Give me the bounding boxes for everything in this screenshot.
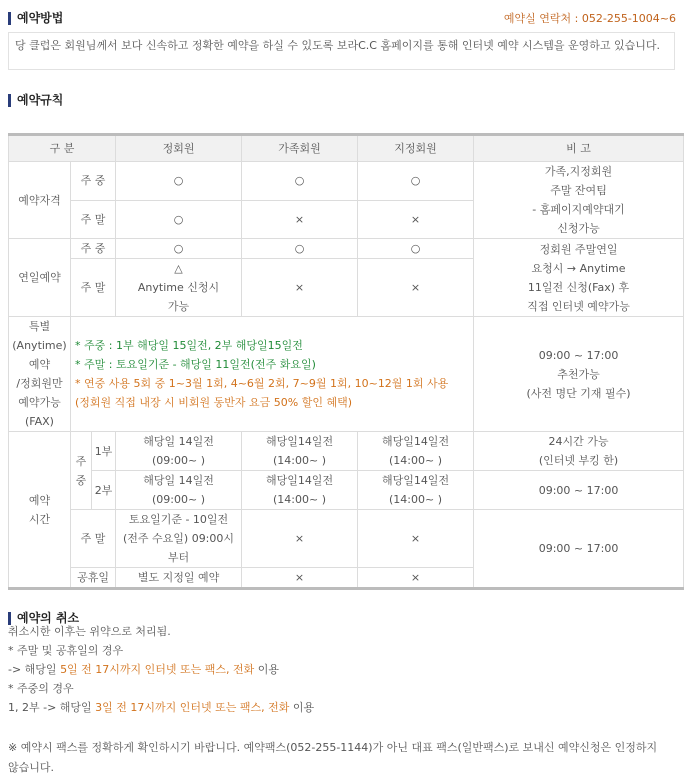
row-label-special: 특별 (Anytime) 예약 /정회원만 예약가능 (FAX) xyxy=(9,317,71,432)
cell-value: ○ xyxy=(116,239,242,259)
special-yearly-rule: * 연중 사용 5회 중 1~3월 1회, 4~6월 2회, 7~9월 1회, 10~12월 1회 사용 xyxy=(75,377,449,390)
part1-label: 1부 xyxy=(92,432,116,471)
table-row xyxy=(9,317,684,432)
special-rules xyxy=(71,317,474,432)
weekday-label: 주 중 xyxy=(71,239,116,259)
weekend-label: 주 말 xyxy=(71,200,116,239)
table-row xyxy=(9,471,684,510)
cell-value: △ Anytime 신청시 가능 xyxy=(116,259,242,317)
header-remarks: 비 고 xyxy=(474,135,684,162)
weekend-label: 주 말 xyxy=(71,259,116,317)
header-family-member: 가족회원 xyxy=(242,135,358,162)
cancel-text: 1, 2부 -> 해당일 xyxy=(8,701,96,714)
weekend-label: 주 말 xyxy=(71,510,116,568)
cell-value: × xyxy=(358,510,474,568)
table-row xyxy=(9,432,684,471)
cancel-line: * 주중의 경우 xyxy=(8,682,74,695)
remarks-part1: 24시간 가능 (인터넷 부킹 한) xyxy=(474,432,684,471)
weekday-label: 주 중 xyxy=(71,432,92,510)
cancel-text: 이용 xyxy=(289,701,315,714)
cell-value: ○ xyxy=(116,200,242,239)
remarks-weekend: 09:00 ~ 17:00 xyxy=(474,510,684,589)
section-title-cancellation: 예약의 취소 xyxy=(8,612,79,625)
cell-value: 해당일 14일전 (09:00~ ) xyxy=(116,432,242,471)
cell-value: ○ xyxy=(358,239,474,259)
cancellation-text xyxy=(8,622,683,717)
cell-value: × xyxy=(242,200,358,239)
cell-value: × xyxy=(242,510,358,568)
reservation-contact: 예약실 연락처 : 052-255-1004~6 xyxy=(503,12,676,25)
fax-notice: ※ 예약시 팩스를 정확하게 확인하시기 바랍니다. 예약팩스(052-255-1144)가 아닌 대표 팩스(일반팩스)로 보내신 예약신청은 인정하지 않습니다. xyxy=(8,741,658,774)
cell-value: ○ xyxy=(242,162,358,201)
cell-value: 해당일14일전 (14:00~ ) xyxy=(242,432,358,471)
cancel-line: * 주말 및 공휴일의 경우 xyxy=(8,644,124,657)
section-title-reservation-method: 예약방법 xyxy=(8,12,63,25)
header-category: 구 분 xyxy=(9,135,116,162)
row-label-booking-time: 예약 시간 xyxy=(9,432,71,589)
remarks-part2: 09:00 ~ 17:00 xyxy=(474,471,684,510)
cell-value: × xyxy=(358,568,474,589)
cancel-line xyxy=(8,698,683,717)
remarks-consecutive: 정회원 주말연일 요청시 → Anytime 11일전 신청(Fax) 후 직접 인터넷 예약가능 xyxy=(474,239,684,317)
cell-value: ○ xyxy=(358,162,474,201)
cancel-highlight: 5일 전 17시까지 인터넷 또는 팩스, 전화 xyxy=(60,663,255,676)
cell-value: 해당일 14일전 (09:00~ ) xyxy=(116,471,242,510)
cell-value: ○ xyxy=(116,162,242,201)
special-weekend-rule: * 주말 : 토요일기준 - 해당일 11일전(전주 화요일) xyxy=(75,358,316,371)
header-regular-member: 정회원 xyxy=(116,135,242,162)
cell-value: 해당일14일전 (14:00~ ) xyxy=(358,471,474,510)
row-label-consecutive: 연일예약 xyxy=(9,239,71,317)
part2-label: 2부 xyxy=(92,471,116,510)
cell-value: × xyxy=(242,568,358,589)
table-row xyxy=(9,162,684,201)
cell-value: 해당일14일전 (14:00~ ) xyxy=(242,471,358,510)
intro-text: 당 클럽은 회원님께서 보다 신속하고 정확한 예약을 하실 수 있도록 보라C.C 홈페이지를 통해 인터넷 예약 시스템을 운영하고 있습니다. xyxy=(8,32,675,70)
remarks-qualification: 가족,지정회원 주말 잔여팀 - 홈페이지예약대기 신청가능 xyxy=(474,162,684,239)
cell-value: 별도 지정일 예약 xyxy=(116,568,242,589)
cell-value: ○ xyxy=(242,239,358,259)
special-discount-rule: (정회원 직접 내장 시 비회원 동반자 요금 50% 할인 혜택) xyxy=(75,396,353,409)
row-label-qualification: 예약자격 xyxy=(9,162,71,239)
cancel-text: -> 해당일 xyxy=(8,663,61,676)
cancel-text: 이용 xyxy=(254,663,280,676)
table-row xyxy=(9,510,684,568)
header-designated-member: 지정회원 xyxy=(358,135,474,162)
cell-value: 토요일기준 - 10일전 (전주 수요일) 09:00시 부터 xyxy=(116,510,242,568)
cell-value: × xyxy=(242,259,358,317)
remarks-special: 09:00 ~ 17:00 추천가능 (사전 명단 기재 필수) xyxy=(474,317,684,432)
cell-value: × xyxy=(358,259,474,317)
table-header-row xyxy=(9,135,684,162)
cancel-line: 취소시한 이후는 위약으로 처리됨. xyxy=(8,625,171,638)
reservation-rules-table xyxy=(8,133,684,590)
cancel-line xyxy=(8,660,683,679)
section-title-reservation-rules: 예약규칙 xyxy=(8,94,63,107)
table-row xyxy=(9,239,684,259)
cell-value: 해당일14일전 (14:00~ ) xyxy=(358,432,474,471)
holiday-label: 공휴일 xyxy=(71,568,116,589)
special-weekday-rule: * 주중 : 1부 해당일 15일전, 2부 해당일15일전 xyxy=(75,339,303,352)
cancel-highlight: 3일 전 17시까지 인터넷 또는 팩스, 전화 xyxy=(95,701,290,714)
cell-value: × xyxy=(358,200,474,239)
weekday-label: 주 중 xyxy=(71,162,116,201)
